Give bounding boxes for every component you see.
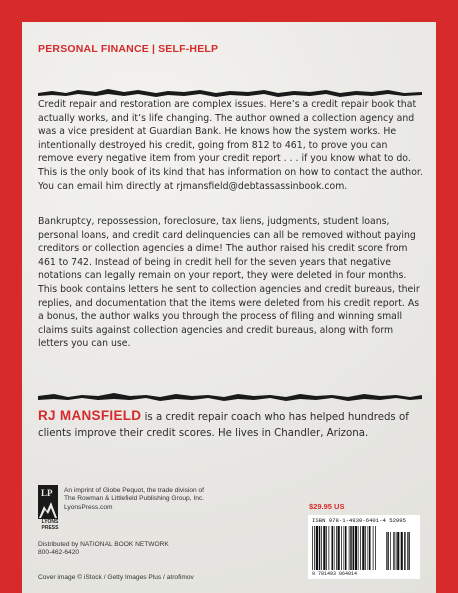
back-cover [22, 22, 436, 593]
distributor-phone: 800-462-6420 [38, 549, 80, 557]
category-self-help: SELF-HELP [158, 43, 219, 55]
logo-text-line-2: PRESS [41, 525, 59, 531]
author-bio-text: is a credit repair coach who has helped hundreds of clients improve their credit scores. He lives in Chandler, Arizona. [38, 412, 409, 439]
lyons-press-logo-text [36, 519, 64, 531]
cover-image-credit: Cover image © iStock / Getty Images Plus / atrofimov [38, 574, 194, 581]
category-personal-finance: PERSONAL FINANCE [38, 43, 149, 55]
distributor-line: Distributed by NATIONAL BOOK NETWORK [38, 541, 169, 548]
author-name: RJ MANSFIELD [38, 408, 142, 423]
category-label [38, 43, 218, 55]
torn-paper-divider-bottom [38, 389, 422, 403]
barcode-panel [308, 515, 420, 579]
category-separator: | [151, 43, 156, 55]
torn-paper-divider-top [38, 85, 422, 99]
imprint-website: LyonsPress.com [64, 503, 113, 511]
imprint-info [64, 487, 264, 512]
price-label: $29.95 US [309, 502, 345, 511]
logo-text-line-1: LYONS [41, 519, 59, 525]
author-bio [38, 408, 428, 442]
imprint-line-2: The Rowman & Littlefield Publishing Group, Inc. [64, 495, 205, 503]
isbn-number: ISBN 978-1-4930-6401-4 [312, 517, 386, 524]
barcode-icon [312, 526, 416, 570]
isbn-label [312, 517, 418, 524]
description-paragraph-1: Credit repair and restoration are complex issues. Here’s a credit repair book that actually works, and it’s life changing. The author owned a collection agency and was a vice president at Guardian Bank. He knows how the system works. He intentionally destroyed his credit, going from 812 to 461, to prove you can remove every negative item from your credit report . . . if you know what to do. This is the only book of its kind that has information on how to contact the author. You can email him directly at rjmansfield@debtassassinbook.com. [38, 99, 423, 192]
distributor-info [38, 541, 268, 558]
svg-text:LP: LP [41, 488, 53, 498]
barcode-number: 9 781493 064014 [312, 571, 358, 577]
imprint-line-1: An imprint of Globe Pequot, the trade division of [64, 487, 205, 494]
description-paragraph-2: Bankruptcy, repossession, foreclosure, tax liens, judgments, student loans, personal loans, and credit card delinquencies can all be removed without paying creditors or collection agencies a dime! The author raised his credit score from 461 to 742. Instead of being in credit hell for the seven years that negative notations can legally remain on your report, they were deleted in four months. This book contains letters he sent to collection agencies and credit bureaus, their replies, and documentation that the items were deleted from his credit report. As a bonus, the author walks you through the process of filing and winning small claims suits against collection agencies and credit bureaus, along with form letters you can use. [38, 216, 420, 350]
lyons-press-logo-icon [37, 484, 59, 524]
price-code: 52995 [389, 517, 407, 524]
